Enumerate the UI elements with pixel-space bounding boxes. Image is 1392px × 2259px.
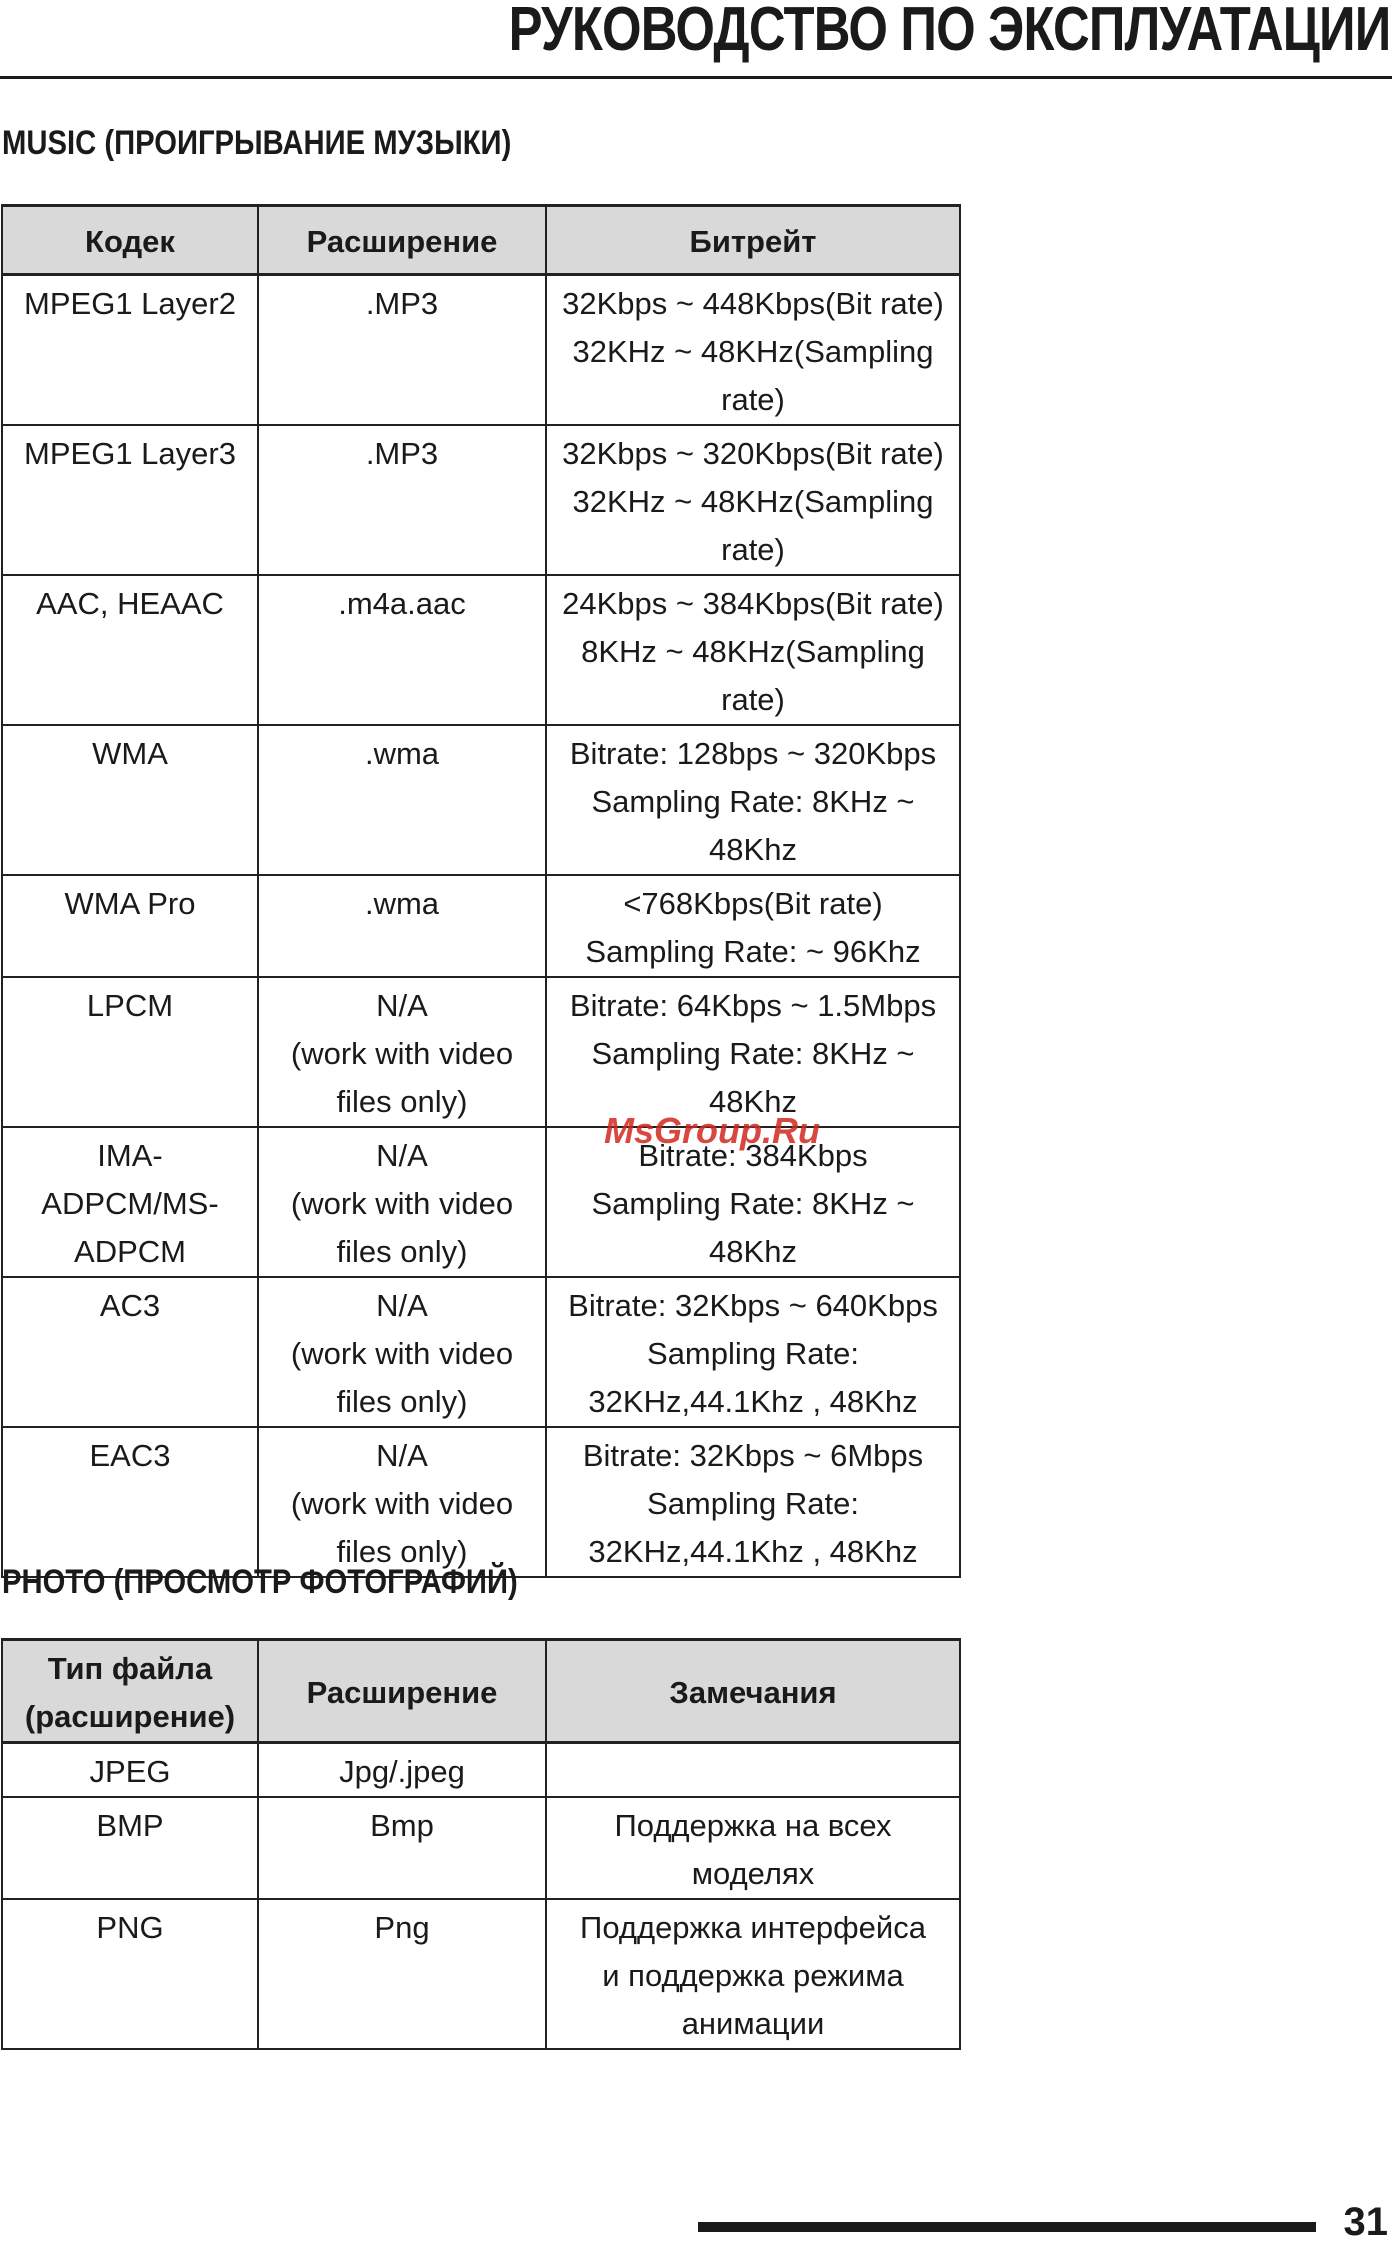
- extension-cell: N/A (work with video files only): [258, 1427, 546, 1577]
- file-type-cell: JPEG: [2, 1743, 258, 1798]
- extension-cell: .wma: [258, 875, 546, 977]
- file-type-cell: BMP: [2, 1797, 258, 1899]
- extension-cell: Jpg/.jpeg: [258, 1743, 546, 1798]
- music-codec-table: [1, 204, 961, 1578]
- bitrate-cell: <768Kbps(Bit rate) Sampling Rate: ~ 96Khz: [546, 875, 960, 977]
- table-row: [2, 1427, 960, 1577]
- table-row: [2, 1743, 960, 1798]
- codec-cell: WMA: [2, 725, 258, 875]
- codec-cell: MPEG1 Layer2: [2, 275, 258, 426]
- extension-cell: .wma: [258, 725, 546, 875]
- table-row: [2, 575, 960, 725]
- codec-cell: EAC3: [2, 1427, 258, 1577]
- extension-cell: N/A (work with video files only): [258, 1127, 546, 1277]
- table-row: [2, 1899, 960, 2049]
- extension-cell: Bmp: [258, 1797, 546, 1899]
- bitrate-cell: 32Kbps ~ 448Kbps(Bit rate) 32KHz ~ 48KHz(Sampling rate): [546, 275, 960, 426]
- codec-cell: WMA Pro: [2, 875, 258, 977]
- extension-cell: .m4a.aac: [258, 575, 546, 725]
- codec-cell: AAC, HEAAC: [2, 575, 258, 725]
- codec-cell: MPEG1 Layer3: [2, 425, 258, 575]
- extension-cell: .MP3: [258, 425, 546, 575]
- table-row: [2, 425, 960, 575]
- codec-cell: LPCM: [2, 977, 258, 1127]
- table-row: [2, 875, 960, 977]
- page-number: 31: [1343, 2200, 1388, 2244]
- music-header-codec: Кодек: [2, 206, 258, 275]
- page-title: РУКОВОДСТВО ПО ЭКСПЛУАТАЦИИ: [508, 0, 1390, 64]
- photo-table-header-row: [2, 1640, 960, 1743]
- photo-header-file-type: Тип файла (расширение): [2, 1640, 258, 1743]
- notes-cell: [546, 1743, 960, 1798]
- photo-section-title: PHOTO (ПРОСМОТР ФОТОГРАФИЙ): [2, 1563, 518, 1601]
- bitrate-cell: Bitrate: 32Kbps ~ 640Kbps Sampling Rate: 32KHz,44.1Khz , 48Khz: [546, 1277, 960, 1427]
- photo-header-notes: Замечания: [546, 1640, 960, 1743]
- music-header-extension: Расширение: [258, 206, 546, 275]
- notes-cell: Поддержка интерфейса и поддержка режима анимации: [546, 1899, 960, 2049]
- table-row: [2, 725, 960, 875]
- watermark: MsGroup.Ru: [604, 1110, 820, 1151]
- table-row: [2, 977, 960, 1127]
- extension-cell: N/A (work with video files only): [258, 1277, 546, 1427]
- file-type-cell: PNG: [2, 1899, 258, 2049]
- bitrate-cell: Bitrate: 32Kbps ~ 6Mbps Sampling Rate: 32KHz,44.1Khz , 48Khz: [546, 1427, 960, 1577]
- table-row: [2, 1797, 960, 1899]
- photo-format-table: [1, 1638, 961, 2050]
- table-row: [2, 275, 960, 426]
- music-table-header-row: [2, 206, 960, 275]
- table-row: [2, 1277, 960, 1427]
- music-header-bitrate: Битрейт: [546, 206, 960, 275]
- bitrate-cell: 24Kbps ~ 384Kbps(Bit rate) 8KHz ~ 48KHz(Sampling rate): [546, 575, 960, 725]
- music-section-title: MUSIC (ПРОИГРЫВАНИЕ МУЗЫКИ): [2, 124, 512, 162]
- extension-cell: .MP3: [258, 275, 546, 426]
- bitrate-cell: Bitrate: 64Kbps ~ 1.5Mbps Sampling Rate: 8KHz ~ 48Khz: [546, 977, 960, 1127]
- notes-cell: Поддержка на всех моделях: [546, 1797, 960, 1899]
- bitrate-cell: Bitrate: 384Kbps Sampling Rate: 8KHz ~ 48Khz: [546, 1127, 960, 1277]
- bitrate-cell: Bitrate: 128bps ~ 320Kbps Sampling Rate: 8KHz ~ 48Khz: [546, 725, 960, 875]
- photo-header-extension: Расширение: [258, 1640, 546, 1743]
- bitrate-cell: 32Kbps ~ 320Kbps(Bit rate) 32KHz ~ 48KHz(Sampling rate): [546, 425, 960, 575]
- codec-cell: AC3: [2, 1277, 258, 1427]
- codec-cell: IMA-ADPCM/MS- ADPCM: [2, 1127, 258, 1277]
- page-header: [0, 0, 1392, 79]
- extension-cell: N/A (work with video files only): [258, 977, 546, 1127]
- extension-cell: Png: [258, 1899, 546, 2049]
- footer-rule: [698, 2222, 1316, 2232]
